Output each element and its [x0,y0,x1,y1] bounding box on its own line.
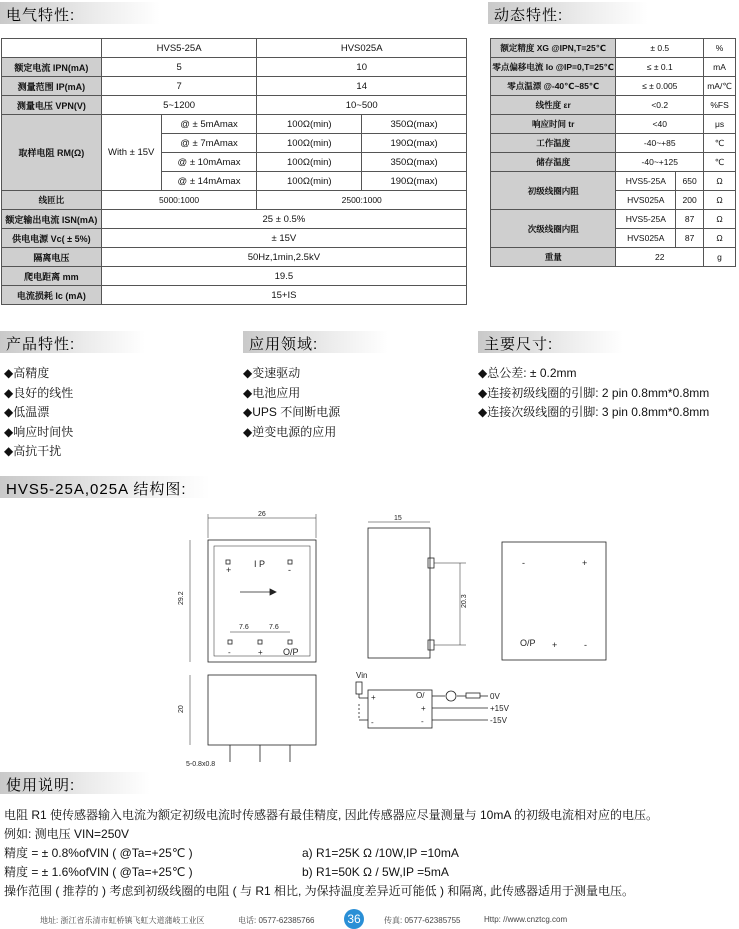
svg-text:I P: I P [254,559,266,569]
svg-text:20: 20 [178,705,185,713]
list-item: ◆变速驱动 [243,366,301,380]
list-item: ◆总公差: ± 0.2mm [478,366,577,380]
application-list [243,364,340,442]
usage-text [4,806,738,901]
svg-text:-: - [421,717,424,726]
footer-phone: 电话: 0577-62385766 [238,916,315,925]
list-item: ◆连接初级线圈的引脚: 2 pin 0.8mm*0.8mm [478,385,710,400]
svg-text:20.3: 20.3 [461,594,468,608]
svg-text:-: - [584,640,587,650]
product-feature-list [4,364,73,462]
dimensions-list [478,364,738,423]
product-header: 产品特性: [0,331,145,353]
footer [0,912,739,929]
dimensions-header: 主要尺寸: [478,331,623,353]
page-number: 36 [344,909,364,929]
application-header: 应用领域: [243,331,388,353]
list-item: ◆高抗干扰 [4,444,62,458]
svg-text:O/: O/ [416,691,425,700]
electrical-table: HVS5-25A HVS025A 额定电流 IPN(mA) 5 10 测量范围 IP(mA) 7 14 测量电压 VPN(V) 5~1200 10~500 取样电阻 RM(Ω) With ± 15V @ ± 5mAmax 100Ω(min) 350Ω(max) @ ± 7mAmax 100Ω(min) 190Ω(max) @ ± 10mAmax 100Ω(min) 350Ω(max) @ ± 14mAmax 100Ω(min) 190Ω(max) 线匝比 5000:1000 2500:1000 额定输出电流 ISN(mA) 25 ± 0.5% 供电电源 Vc( ± 5%) ± 15V 隔离电压 50Hz,1min,2.5kV 爬电距离 mm 19.5 电流损耗 Ic (mA) 15+IS [1,38,467,305]
svg-text:-: - [288,565,291,575]
list-item: ◆UPS 不间断电源 [243,405,341,419]
dynamic-table: 额定精度 XG @IPN,T=25℃ ± 0.5 % 零点偏移电流 Io @IP=0,T=25℃ ≤ ± 0.1 mA 零点温漂 @-40℃~85℃ ≤ ± 0.005 mA/℃ 线性度 εr <0.2 %FS 响应时间 tr <40 μs 工作温度 -40~+85 ℃ 储存温度 -40~+125 ℃ 初级线圈内阻 HVS5-25A 650 Ω HVS025A 200 Ω 次级线圈内阻 HVS5-25A 87 Ω HVS025A 87 Ω 重量 22 g [490,38,736,267]
svg-text:-: - [228,648,231,657]
svg-text:+: + [552,640,558,650]
svg-text:7.6: 7.6 [239,624,249,631]
svg-text:26: 26 [258,511,266,518]
svg-text:+: + [371,693,376,702]
list-item: ◆连接次级线圈的引脚: 3 pin 0.8mm*0.8mm [478,405,710,419]
svg-text:+15V: +15V [490,704,509,713]
usage-line: 电阻 R1 使传感器输入电流为额定初级电流时传感器有最佳精度, 因此传感器应尽量测量与 10mA 的初级电流相对应的电压。 [4,808,659,822]
svg-text:Vin: Vin [356,671,368,680]
list-item: ◆高精度 [4,366,50,380]
svg-text:+: + [582,558,588,568]
svg-text:0V: 0V [490,692,500,701]
list-item: ◆逆变电源的应用 [243,424,337,439]
usage-line: 操作范围 ( 推荐的 ) 考虑到初级线圈的电阻 ( 与 R1 相比, 为保持温度差异近可能低 ) 和隔离, 此传感器适用于测量电压。 [4,884,635,898]
footer-address: 地址: 浙江省乐清市虹桥镇飞虹大道蒲岐工业区 [40,916,205,925]
footer-fax: 传真: 0577-62385755 [384,916,461,925]
svg-text:29.2: 29.2 [178,591,185,605]
list-item: ◆响应时间快 [4,424,74,439]
dynamic-header: 动态特性: [488,2,648,24]
svg-text:O/P: O/P [283,647,299,657]
svg-text:5-0.8x0.8: 5-0.8x0.8 [186,761,216,768]
svg-text:O/P: O/P [520,638,536,648]
svg-text:+: + [421,704,426,713]
svg-text:15: 15 [394,515,402,522]
svg-text:-: - [371,718,374,727]
list-item: ◆电池应用 [243,385,301,400]
svg-text:+: + [258,648,263,657]
list-item: ◆良好的线性 [4,385,74,400]
footer-web: Http: //www.cnztcg.com [484,915,568,924]
svg-text:+: + [226,565,232,575]
svg-text:-: - [522,558,525,568]
usage-pair: 精度 = ± 1.6%ofVIN ( @Ta=+25℃ ) b) R1=50K Ω / 5W,IP =5mA [4,865,449,879]
svg-text:-15V: -15V [490,716,507,725]
usage-pair: 精度 = ± 0.8%ofVIN ( @Ta=+25℃ ) a) R1=25K Ω /10W,IP =10mA [4,846,459,860]
usage-header: 使用说明: [0,772,150,794]
usage-line: 例如: 测电压 VIN=250V [4,827,130,841]
structure-header: HVS5-25A,025A 结构图: [0,476,210,498]
list-item: ◆低温漂 [4,405,50,419]
svg-text:7.6: 7.6 [269,624,279,631]
structure-drawing [170,500,620,775]
electrical-header: 电气特性: [0,2,160,24]
